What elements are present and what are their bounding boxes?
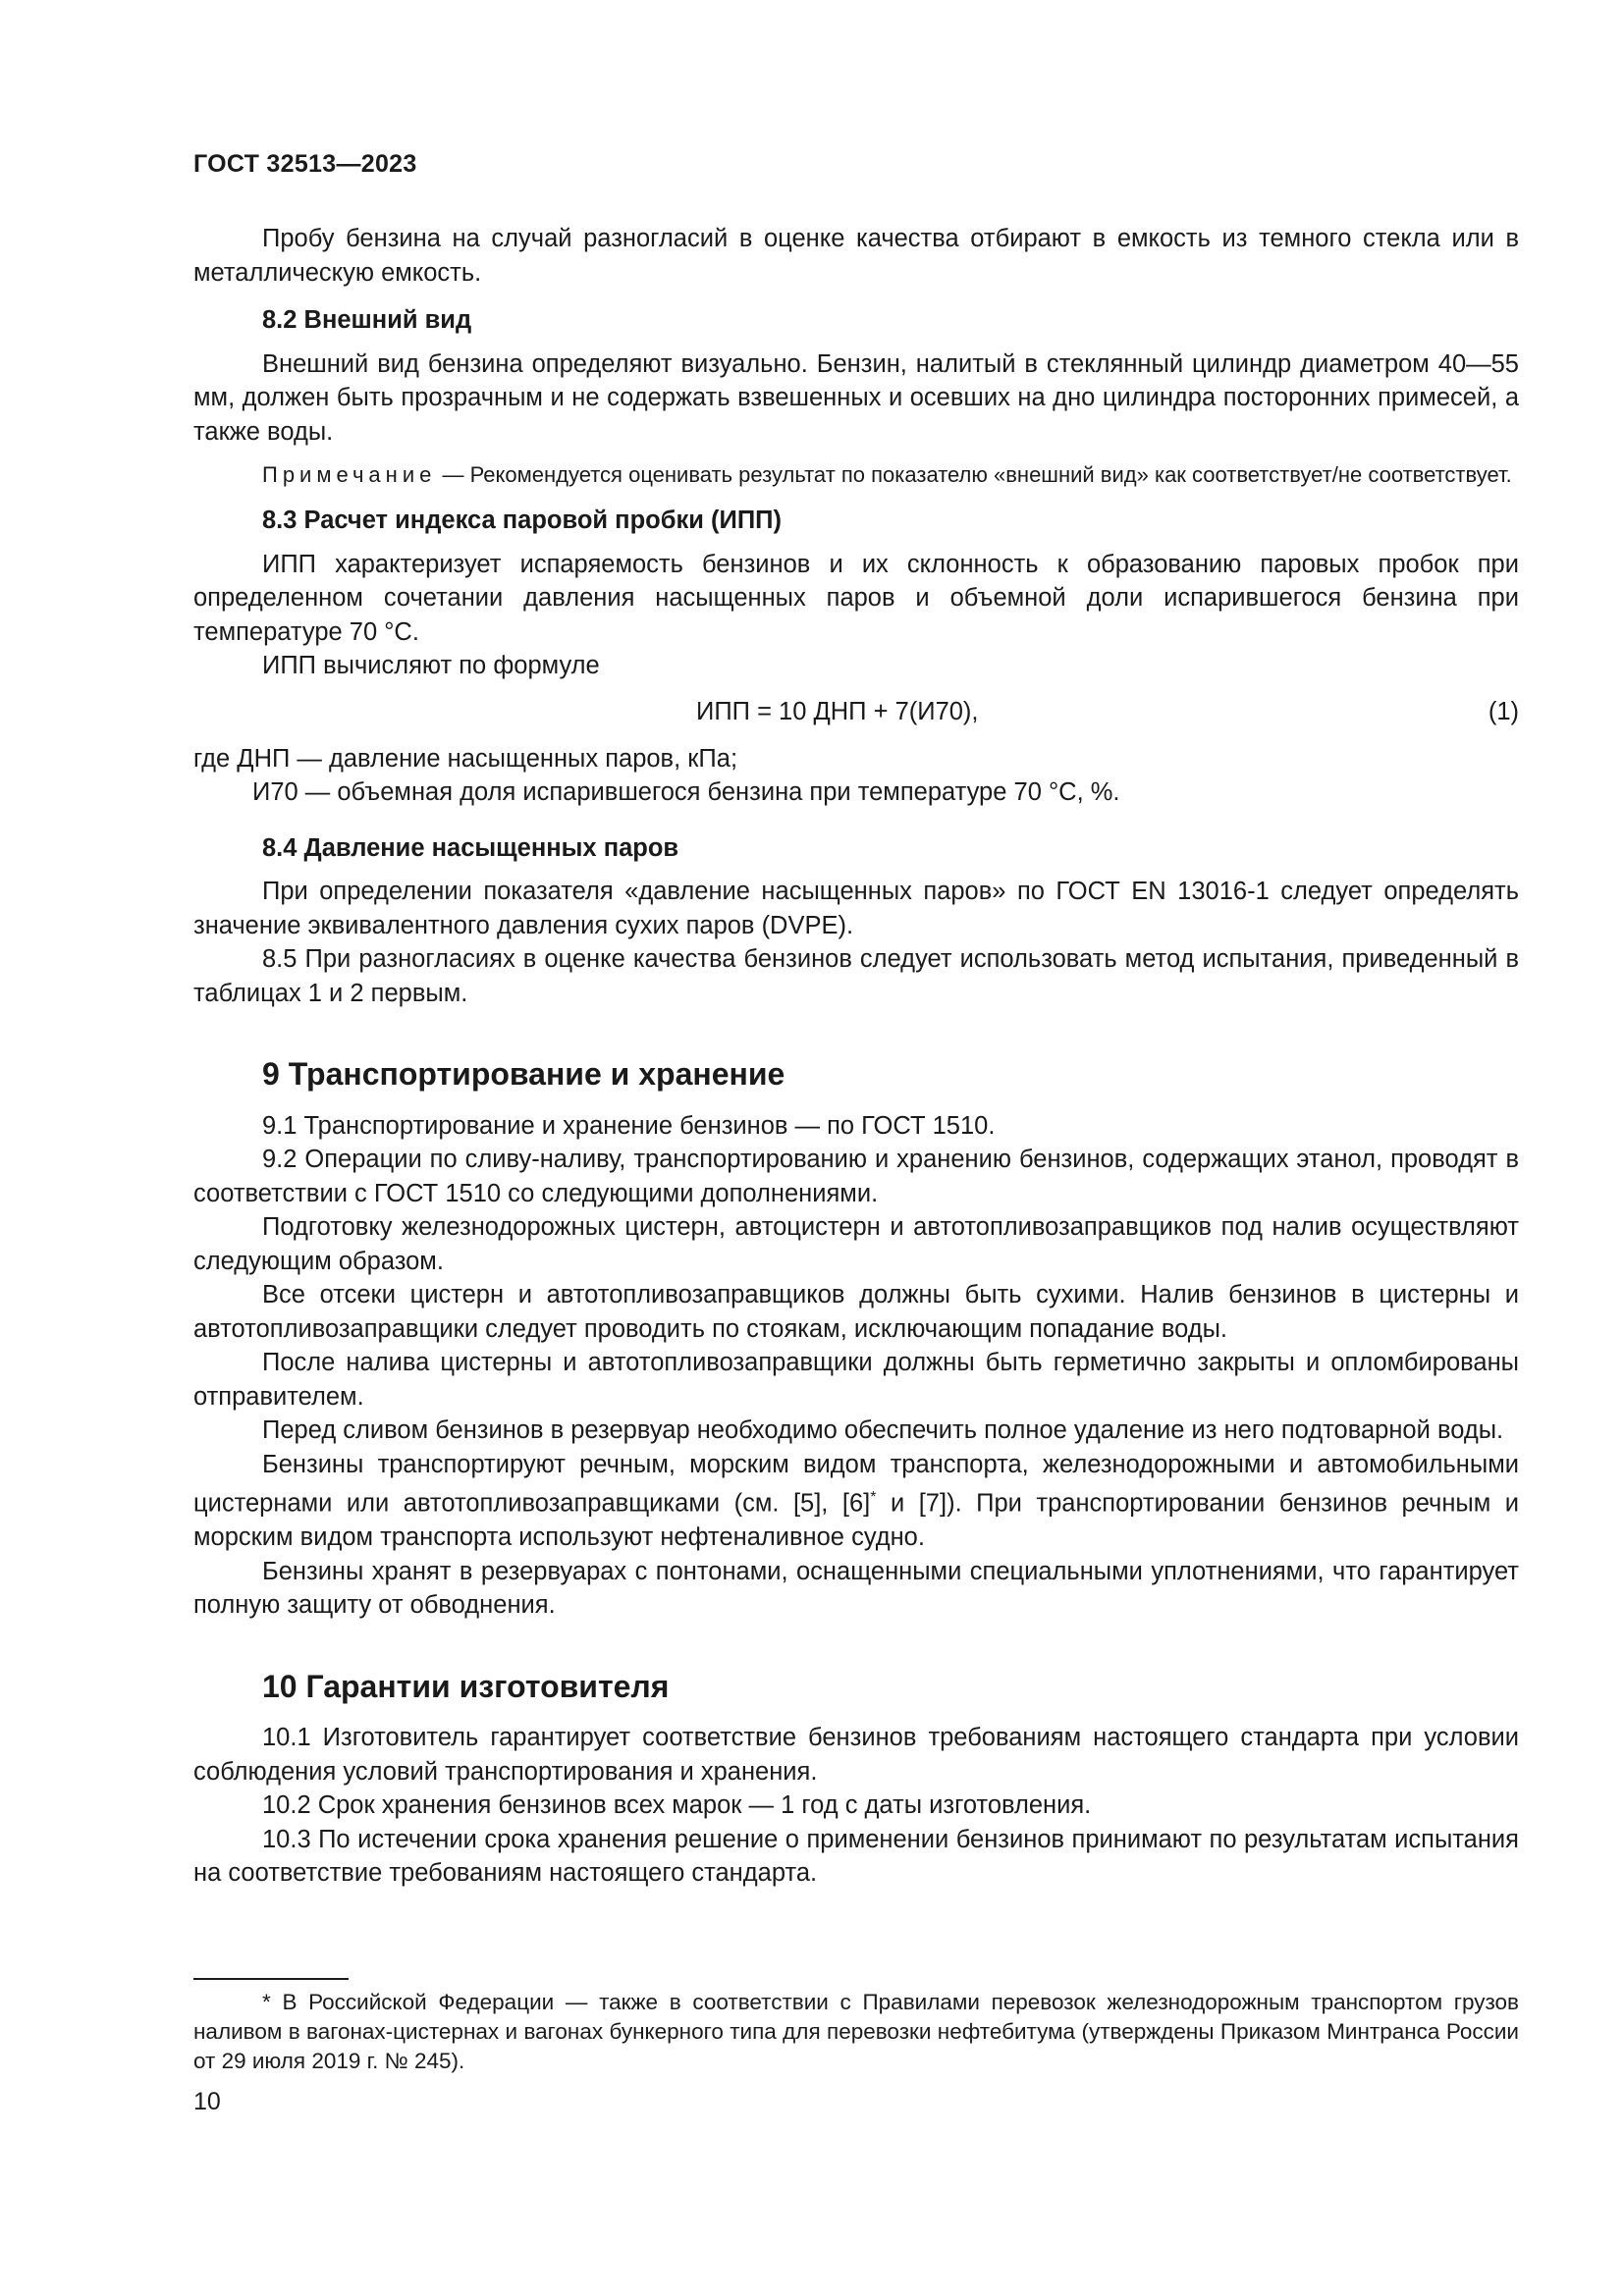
- paragraph-10-1: 10.1 Изготовитель гарантирует соответствие бензинов требованиям настоящего стандарта при условии соблюдения условий транспортирования и хранения.: [193, 1724, 1519, 1786]
- formula-1: [193, 695, 1519, 734]
- paragraph-10-2: 10.2 Срок хранения бензинов всех марок — 1 год с даты изготовления.: [262, 1791, 1092, 1819]
- section-10-heading: 10 Гарантии изготовителя: [262, 1668, 670, 1704]
- paragraph-9-5: После налива цистерны и автотопливозаправщики должны быть герметично закрыты и опломбированы отправителем.: [193, 1349, 1519, 1411]
- paragraph-9-2: 9.2 Операции по сливу-наливу, транспортированию и хранению бензинов, содержащих этанол, проводят в соответствии с ГОСТ 1510 со следующими дополнениями.: [193, 1146, 1519, 1207]
- page-number: 10: [193, 2088, 221, 2115]
- footnote: [193, 1988, 1519, 2076]
- paragraph-9-6: Перед сливом бензинов в резервуар необходимо обеспечить полное удаление из него подтоварной воды.: [262, 1416, 1504, 1444]
- paragraph-9-4: Все отсеки цистерн и автотопливозаправщиков должны быть сухими. Налив бензинов в цистерны и автотопливозаправщики следует проводить по стоякам, исключающим попадание воды.: [193, 1281, 1519, 1343]
- paragraph-8-2: Внешний вид бензина определяют визуально. Бензин, налитый в стеклянный цилиндр диаметром 40—55 мм, должен быть прозрачным и не содержать взвешенных и осевших на дно цилиндра посторонних примесей, а также воды.: [193, 349, 1519, 446]
- formula-where-1: где ДНП — давление насыщенных паров, кПа;: [193, 744, 738, 773]
- note-label: Примечание: [262, 462, 437, 487]
- paragraph-9-7-part-a: Бензины транспортируют речным, морским видом транспорта, железнодорожными и автомобильными цистернами или автотопливозаправщиками (см. [5], [6]: [193, 1450, 1519, 1518]
- subsection-8-2-title: 8.2 Внешний вид: [262, 306, 472, 334]
- paragraph-9-7-part-b: и [7]). При транспортировании бензинов речным и морским видом транспорта используют нефтеналивное судно.: [193, 1489, 1520, 1551]
- paragraph-8-4: При определении показателя «давление насыщенных паров» по ГОСТ EN 13016-1 следует определять значение эквивалентного давления сухих паров (DVPE).: [193, 878, 1519, 939]
- document-code: ГОСТ 32513—2023: [193, 150, 417, 178]
- paragraph-9-8: Бензины хранят в резервуарах с понтонами, оснащенными специальными уплотнениями, что гарантирует полную защиту от обводнения.: [193, 1557, 1519, 1619]
- paragraph-intro: Пробу бензина на случай разногласий в оценке качества отбирают в емкость из темного стекла или в металлическую емкость.: [193, 225, 1519, 287]
- note: [193, 460, 1519, 490]
- footnote-text: * В Российской Федерации — также в соответствии с Правилами перевозок железнодорожным транспортом грузов наливом в вагонах-цистернах и вагонах бункерного типа для перевозки нефтебитума (утверждены Приказом Минтранса России от 29 июля 2019 г. № 245).: [193, 1990, 1519, 2073]
- section-9-heading: 9 Транспортирование и хранение: [262, 1056, 785, 1092]
- footnote-marker[interactable]: *: [870, 1489, 877, 1506]
- formula-expression: ИПП = 10 ДНП + 7(И70),: [696, 697, 979, 725]
- paragraph-10-3: 10.3 По истечении срока хранения решение о применении бензинов принимают по результатам испытания на соответствие требованиям настоящего стандарта.: [193, 1825, 1519, 1887]
- paragraph-8-5: 8.5 При разногласиях в оценке качества бензинов следует использовать метод испытания, приведенный в таблицах 1 и 2 первым.: [193, 945, 1519, 1007]
- footnote-divider: [193, 1978, 349, 1980]
- paragraph-9-1: 9.1 Транспортирование и хранение бензинов — по ГОСТ 1510.: [262, 1111, 996, 1140]
- formula-where-2: И70 — объемная доля испарившегося бензина при температуре 70 °С, %.: [252, 778, 1120, 806]
- paragraph-9-7: [193, 1448, 1519, 1555]
- subsection-8-4-title: 8.4 Давление насыщенных паров: [262, 833, 679, 862]
- main-text: [193, 222, 1519, 1891]
- paragraph-8-3: ИПП характеризует испаряемость бензинов и их склонность к образованию паровых пробок при определенном сочетании давления насыщенных паров и объемной доли испарившегося бензина при температуре 70 °С.: [193, 550, 1519, 646]
- paragraph-8-3-calc: ИПП вычисляют по формуле: [262, 652, 600, 679]
- formula-number: (1): [1488, 697, 1519, 725]
- subsection-8-3-title: 8.3 Расчет индекса паровой пробки (ИПП): [262, 507, 782, 534]
- paragraph-9-3: Подготовку железнодорожных цистерн, автоцистерн и автотопливозаправщиков под налив осуществляют следующим образом.: [193, 1213, 1519, 1275]
- note-text: — Рекомендуется оценивать результат по показателю «внешний вид» как соответствует/не соответствует.: [436, 462, 1512, 487]
